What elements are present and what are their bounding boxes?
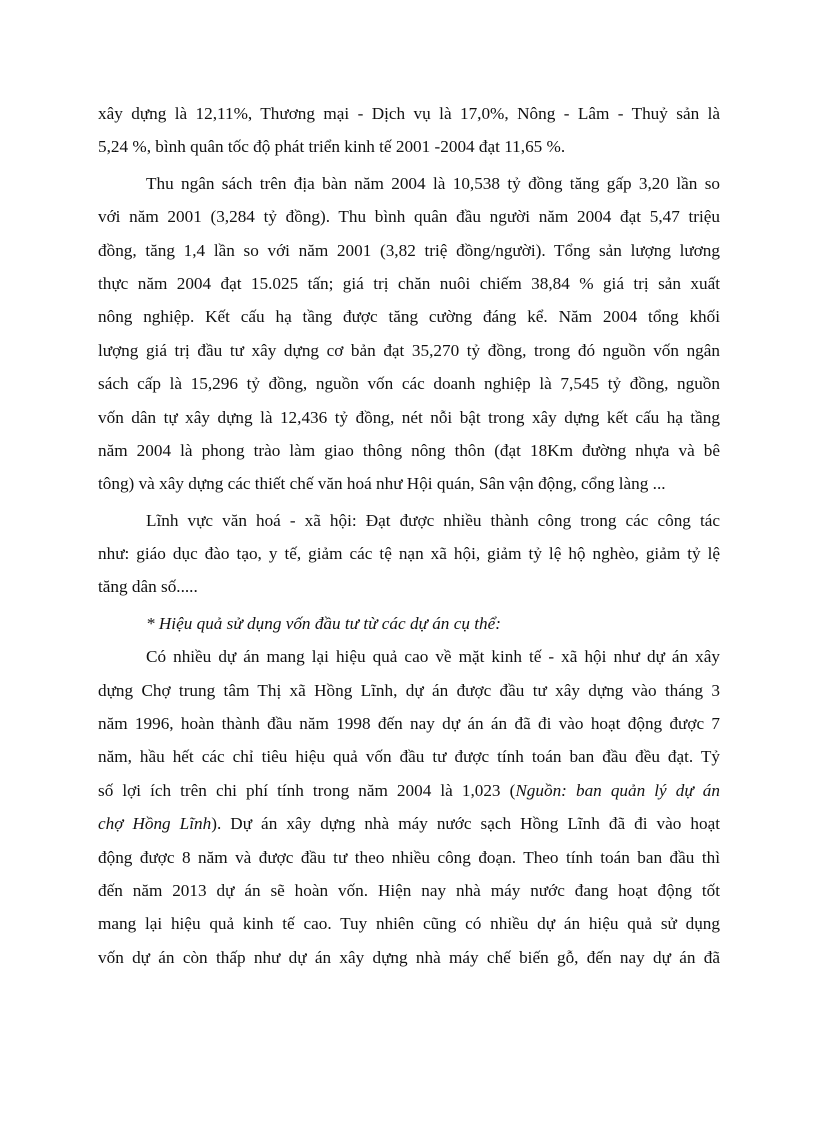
section-heading: * Hiệu quả sử dụng vốn đầu tư từ các dự án cụ thể: — [146, 613, 501, 633]
paragraph-budget — [98, 167, 720, 501]
text-line: Thu ngân sách trên địa bàn năm 2004 là 10,538 tỷ đồng tăng gấp 3,20 lần so — [146, 173, 720, 193]
text-segment: ). Dự án xây dựng nhà máy nước sạch Hồng Lĩnh đã đi vào hoạt — [211, 814, 720, 834]
text-line: mang lại hiệu quả kinh tế cao. Tuy nhiên cũng có nhiều dự án hiệu quả sử dụng — [98, 914, 720, 934]
text-line: năm 2004 là phong trào làm giao thông nông thôn (đạt 18Km đường nhựa và bê — [98, 440, 720, 460]
text-line: năm 1996, hoàn thành đầu năm 1998 đến nay dự án án đã đi vào hoạt động được 7 — [98, 714, 720, 734]
paragraph-economic-growth — [98, 97, 720, 164]
text-line: sách cấp là 15,296 tỷ đồng, nguồn vốn các doanh nghiệp là 7,545 tỷ đồng, nguồn — [98, 374, 720, 394]
text-line: nông nghiệp. Kết cấu hạ tầng được tăng cường đáng kể. Năm 2004 tổng khối — [98, 307, 720, 327]
text-segment: số lợi ích trên chi phí tính trong năm 2004 là 1,023 ( — [98, 780, 516, 800]
text-line: động được 8 năm và được đầu tư theo nhiều công đoạn. Theo tính toán ban đầu thì — [98, 847, 720, 867]
paragraph-culture-society — [98, 504, 720, 604]
paragraph-projects — [98, 640, 720, 974]
text-line: năm, hầu hết các chỉ tiêu hiệu quả vốn đầu tư được tính toán ban đầu đều đạt. Tỷ — [98, 747, 720, 767]
section-heading-investment-efficiency — [98, 607, 720, 640]
text-line: Có nhiều dự án mang lại hiệu quả cao về mặt kinh tế - xã hội như dự án xây — [146, 647, 720, 667]
text-line: vốn dân tự xây dựng là 12,436 tỷ đồng, nét nỗi bật trong xây dựng kết cấu hạ tầng — [98, 407, 720, 427]
text-line: vốn dự án còn thấp như dự án xây dựng nhà máy chế biến gỗ, đến nay dự án đã — [98, 947, 720, 967]
text-line: xây dựng là 12,11%, Thương mại - Dịch vụ là 17,0%, Nông - Lâm - Thuỷ sản là — [98, 104, 720, 123]
text-line: với năm 2001 (3,284 tỷ đồng). Thu bình quân đầu người năm 2004 đạt 5,47 triệu — [98, 207, 720, 227]
text-line: đồng, tăng 1,4 lần so với năm 2001 (3,82 triệ đồng/người). Tổng sản lượng lương — [98, 240, 720, 260]
text-line: như: giáo dục đào tạo, y tế, giảm các tệ nạn xã hội, giảm tỷ lệ hộ nghèo, giảm tỷ lệ — [98, 544, 720, 564]
text-line — [98, 774, 720, 807]
text-line: tăng dân số..... — [98, 577, 198, 597]
document-page — [98, 97, 720, 974]
text-line: dựng Chợ trung tâm Thị xã Hồng Lĩnh, dự án được đầu tư xây dựng vào tháng 3 — [98, 680, 720, 700]
text-line: thực năm 2004 đạt 15.025 tấn; giá trị chăn nuôi chiếm 38,84 % giá trị sản xuất — [98, 273, 720, 293]
text-line: lượng giá trị đầu tư xây dựng cơ bản đạt 35,270 tỷ đồng, trong đó nguồn vốn ngân — [98, 340, 720, 360]
source-note: Nguồn: ban quản lý dự án — [515, 780, 720, 800]
text-line — [98, 807, 720, 840]
text-line: đến năm 2013 dự án sẽ hoàn vốn. Hiện nay nhà máy nước đang hoạt động tốt — [98, 880, 720, 900]
text-line: 5,24 %, bình quân tốc độ phát triển kinh tế 2001 -2004 đạt 11,65 %. — [98, 137, 566, 157]
text-line: tông) và xây dựng các thiết chế văn hoá như Hội quán, Sân vận động, cổng làng ... — [98, 474, 666, 494]
text-line: Lĩnh vực văn hoá - xã hội: Đạt được nhiều thành công trong các công tác — [146, 510, 720, 530]
source-note: chợ Hồng Lĩnh — [98, 814, 212, 834]
